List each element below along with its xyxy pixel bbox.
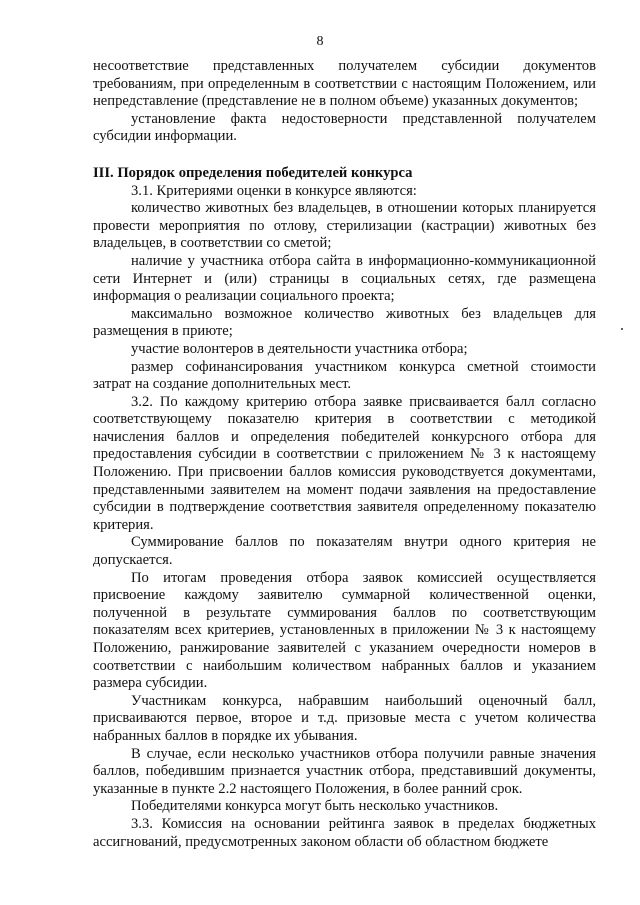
paragraph: размер софинансирования участником конкурса сметной стоимости затрат на создание дополнительных мест. [93, 358, 596, 393]
paragraph: По итогам проведения отбора заявок комиссией осуществляется присвоение каждому заявителю суммарной количественной оценки, полученной в результате суммирования баллов по соответствующим показателям всех критериев, установленных в приложении № 3 к настоящему Положению, ранжирование заявителей с указанием очередности номеров в соответствии с наибольшим количеством набранных баллов и указанием размера субсидии. [93, 569, 596, 692]
paragraph: несоответствие представленных получателем субсидии документов требованиям, при определенным в соответствии с настоящим Положением, или непредставление (представление не в полном объеме) указанных документов; [93, 58, 596, 110]
page-number: 8 [316, 34, 324, 49]
paragraph: Победителями конкурса могут быть несколько участников. [131, 798, 499, 815]
paragraph: наличие у участника отбора сайта в информационно-коммуникационной сети Интернет и (или) страницы в социальных сетях, где размещена информация о реализации социального проекта; [93, 252, 596, 305]
scan-speck [621, 328, 623, 330]
paragraph: 3.2. По каждому критерию отбора заявке присваивается балл согласно соответствующему показателю критерия в соответствии с методикой начисления баллов и определения победителей конкурсного отбора для предоставления субсидии в соответствии с приложением № 3 к настоящему Положению. При присвоении баллов комиссия руководствуется документами, представленными заявителем на момент подачи заявления на предоставление субсидии в подтверждение соответствия заявителя определенному показателю критерия. [93, 393, 596, 533]
paragraph: 3.1. Критериями оценки в конкурсе являются: [131, 182, 417, 199]
paragraph: участие волонтеров в деятельности участника отбора; [131, 340, 468, 357]
paragraph: В случае, если несколько участников отбора получили равные значения баллов, победившим признается участник отбора, представивший документы, указанные в пункте 2.2 настоящего Положения, в более ранний срок. [93, 745, 596, 797]
paragraph: Участникам конкурса, набравшим наибольший оценочный балл, присваиваются первое, второе и т.д. призовые места с учетом количества набранных баллов в порядке их убывания. [93, 692, 596, 744]
section-heading: III. Порядок определения победителей конкурса [93, 164, 413, 181]
paragraph: максимально возможное количество животных без владельцев для размещения в приюте; [93, 305, 596, 340]
paragraph: количество животных без владельцев, в отношении которых планируется провести мероприятия по отлову, стерилизации (кастрации) животных без владельцев, в соответствии со сметой; [93, 200, 596, 252]
paragraph: установление факта недостоверности представленной получателем субсидии информации. [93, 110, 596, 145]
document-body [93, 58, 596, 851]
paragraph: 3.3. Комиссия на основании рейтинга заявок в пределах бюджетных ассигнований, предусмотренных законом области об областном бюджете [93, 815, 596, 850]
paragraph: Суммирование баллов по показателям внутри одного критерия не допускается. [93, 534, 596, 569]
